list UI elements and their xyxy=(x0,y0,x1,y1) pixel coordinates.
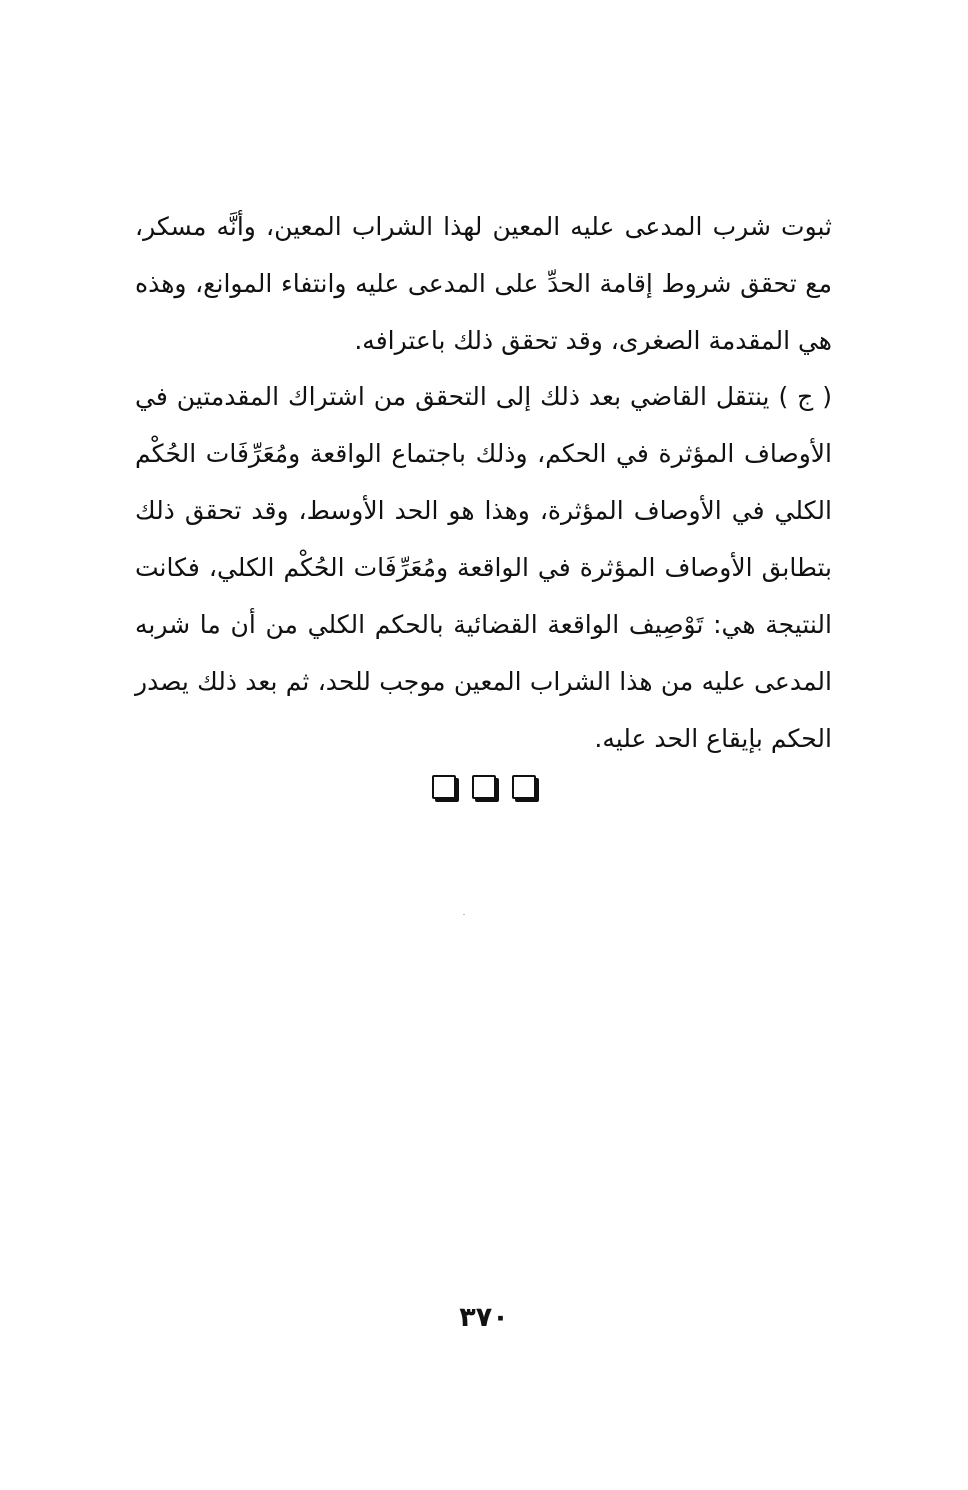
scan-speck xyxy=(463,914,465,915)
square-icon xyxy=(472,775,496,799)
page-number: ٣٧٠ xyxy=(459,1302,509,1333)
paragraph-1: ثبوت شرب المدعى عليه المعين لهذا الشراب المعين، وأنَّه مسكر، مع تحقق شروط إقامة الحدِّ على المدعى عليه وانتفاء الموانع، وهذه هي المقدمة الصغرى، وقد تحقق ذلك باعترافه. xyxy=(135,212,832,355)
three-squares-divider-icon xyxy=(0,775,968,799)
square-icon xyxy=(432,775,456,799)
square-icon xyxy=(512,775,536,799)
paragraph-2: ( ج ) ينتقل القاضي بعد ذلك إلى التحقق من اشتراك المقدمتين في الأوصاف المؤثرة في الحكم، وذلك باجتماع الواقعة ومُعَرِّفَات الحُكْم الكلي في الأوصاف المؤثرة، وهذا هو الحد الأوسط، وقد تحقق ذلك بتطابق الأوصاف المؤثرة في الواقعة ومُعَرِّفَات الحُكْم الكلي، فكانت النتيجة هي: تَوْصِيف الواقعة القضائية بالحكم الكلي من أن ما شربه المدعى عليه من هذا الشراب المعين موجب للحد، ثم بعد ذلك يصدر الحكم بإيقاع الحد عليه. xyxy=(135,382,832,753)
